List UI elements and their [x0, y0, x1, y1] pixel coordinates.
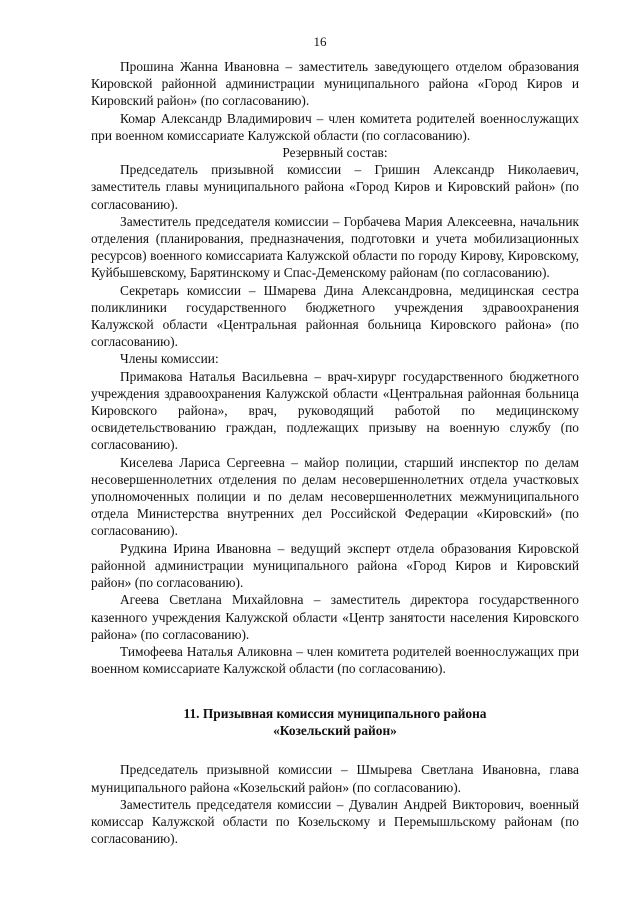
- page-number: 16: [313, 34, 327, 49]
- paragraph-kozelsk-chairman: Председатель призывной комиссии – Шмырева Светлана Ивановна, глава муниципального района «Козельский район» (по согласованию).: [91, 762, 579, 795]
- section-heading-line1: 11. Призывная комиссия муниципального района: [183, 706, 487, 722]
- paragraph-proshina: Прошина Жанна Ивановна – заместитель заведующего отделом образования Кировской районной администрации муниципального района «Город Киров и Кировский район» (по согласованию).: [91, 59, 579, 109]
- paragraph-komar: Комар Александр Владимирович – член комитета родителей военнослужащих при военном комиссариате Калужской области (по согласованию).: [91, 110, 579, 143]
- paragraph-kozelsk-deputy: Заместитель председателя комиссии – Дувалин Андрей Викторович, военный комиссар Калужской области по Козельскому и Перемышльскому районам (по согласованию).: [91, 796, 579, 847]
- paragraph-reserve-secretary: Секретарь комиссии – Шмарева Дина Александровна, медицинская сестра поликлиники государственного бюджетного учреждения здравоохранения Калужской области «Центральная районная больница Кировского района» (по согласованию).: [91, 282, 579, 350]
- reserve-heading: Резервный состав:: [282, 145, 388, 161]
- paragraph-member-primakova: Примакова Наталья Васильевна – врач-хирург государственного бюджетного учреждения здравоохранения Калужской области «Центральная районная больница Кировского района», врач, руководящий работой по медицинскому освидетельствованию граждан, подлежащих призыву на военную службу (по согласованию).: [91, 368, 579, 453]
- paragraph-reserve-chairman: Председатель призывной комиссии – Гришин Александр Николаевич, заместитель главы муниципального района «Город Киров и Кировский район» (по согласованию).: [91, 162, 579, 212]
- section-heading: [91, 705, 579, 739]
- document-body: [91, 58, 579, 847]
- section-heading-line2: «Козельский район»: [273, 723, 397, 739]
- paragraph-reserve-deputy: Заместитель председателя комиссии – Горбачева Мария Алексеевна, начальник отделения (планирования, предназначения, подготовки и учета мобилизационных ресурсов) военного комиссариата Калужской области по городу Кирову, Кировскому, Куйбышевскому, Барятинскому и Спас-Деменскому районам (по согласованию).: [91, 213, 579, 281]
- paragraph-member-kiseleva: Киселева Лариса Сергеевна – майор полиции, старший инспектор по делам несовершеннолетних отделения по делам несовершеннолетних отдела участковых уполномоченных полиции и по делам несовершеннолетних межмуниципального отдела Министерства внутренних дел Российской Федерации «Кировский» (по согласованию).: [91, 454, 579, 539]
- members-heading: Члены комиссии:: [120, 351, 219, 367]
- paragraph-member-rudkina: Рудкина Ирина Ивановна – ведущий эксперт отдела образования Кировской районной администрации муниципального района «Город Киров и Кировский район» (по согласованию).: [91, 540, 579, 591]
- paragraph-member-timofeeva: Тимофеева Наталья Аликовна – член комитета родителей военнослужащих при военном комиссариате Калужской области (по согласованию).: [91, 643, 579, 677]
- paragraph-member-ageeva: Агеева Светлана Михайловна – заместитель директора государственного казенного учреждения Калужской области «Центр занятости населения Кировского района» (по согласованию).: [91, 592, 579, 642]
